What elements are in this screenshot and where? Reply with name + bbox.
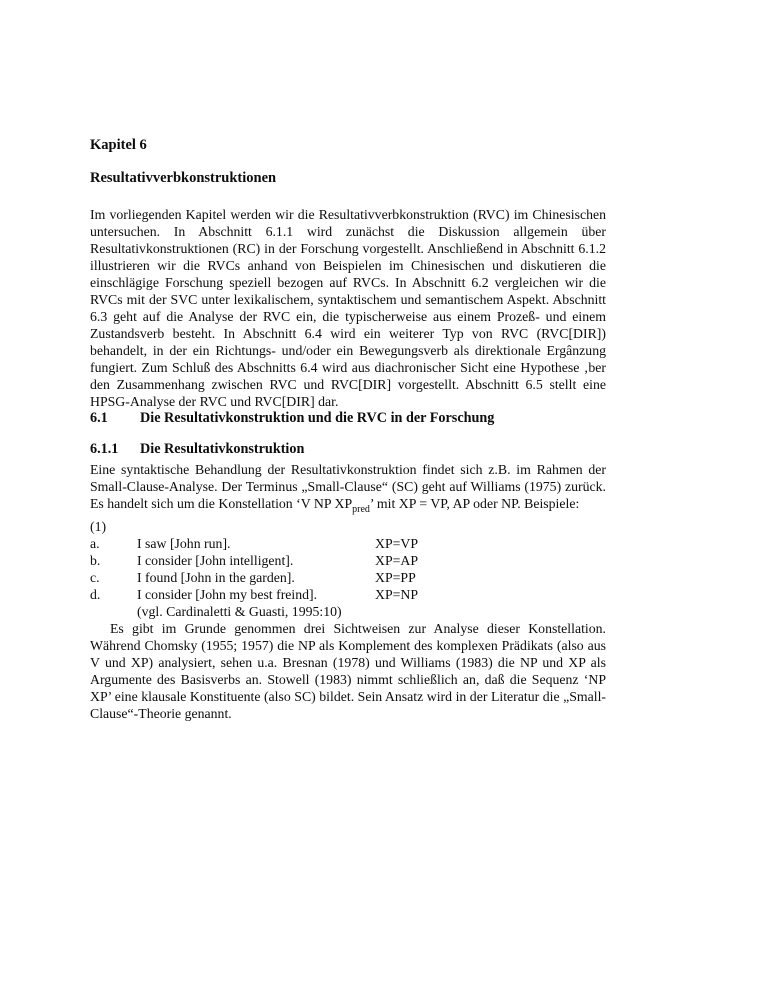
chapter-label: Kapitel 6 [90,137,147,153]
example-row-b [90,552,606,569]
example-text: I found [John in the garden]. [137,569,295,585]
example-row-c [90,569,606,586]
section-heading-6-1 [90,410,606,427]
chapter-title: Resultativverbkonstruktionen [90,170,277,186]
example-citation: (vgl. Cardinaletti & Guasti, 1995:10) [137,603,342,619]
example-xp-label: XP=PP [375,569,416,585]
page-content [90,137,606,722]
subscript-pred: pred [352,503,370,515]
section-6-1-1-title: Die Resultativkonstruktion [140,441,305,457]
analysis-paragraph: Es gibt im Grunde genommen drei Sichtweisen zur Analyse dieser Konstellation. Während Chomsky (1955; 1957) die NP als Komplement des komplexen Prädikats (also aus V und XP) analysiert, sehen u.a. Bresnan (1978) und Williams (1983) die NP und XP als Argumente des Basisverbs an. Stowell (1983) nimmt schließlich an, daß die Sequenz ‘NP XP’ eine klausale Konstituente (also SC) bildet. Sein Ansatz wird in der Literatur die „Small-Clause“-Theorie genannt. [90,620,606,721]
small-clause-text-after-subscript: ’ mit XP = VP, AP oder NP. Beispiele: [369,496,580,511]
example-letter: b. [90,552,101,568]
section-6-1-title: Die Resultativkonstruktion und die RVC in der Forschung [140,410,495,426]
small-clause-text-before-subscript: Eine syntaktische Behandlung der Resultativkonstruktion findet sich z.B. im Rahmen der Small-Clause-Analyse. Der Terminus „Small-Clause“ (SC) geht auf Williams (1975) zurück. Es handelt sich um die Konstellation ‘V NP XP [90,462,606,511]
section-heading-6-1-1 [90,441,606,458]
small-clause-paragraph [90,461,606,518]
example-xp-label: XP=AP [375,552,419,568]
example-text: I consider [John my best freind]. [137,586,318,602]
example-letter: d. [90,586,101,602]
section-6-1-number: 6.1 [90,410,108,426]
example-xp-label: XP=VP [375,535,419,551]
section-6-1-1-number: 6.1.1 [90,441,119,457]
example-letter: a. [90,535,100,551]
example-row-d [90,586,606,603]
example-group-number: (1) [90,518,107,534]
example-text: I saw [John run]. [137,535,231,551]
example-text: I consider [John intelligent]. [137,552,294,568]
example-letter: c. [90,569,100,585]
example-row-a [90,535,606,552]
example-xp-label: XP=NP [375,586,419,602]
intro-paragraph: Im vorliegenden Kapitel werden wir die Resultativverbkonstruktion (RVC) im Chinesischen untersuchen. In Abschnitt 6.1.1 wird zunächst die Diskussion allgemein über Resultativkonstruktionen (RC) in der Forschung vorgestellt. Anschließend in Abschnitt 6.1.2 illustrieren wir die RVCs anhand von Beispielen im Chinesischen und diskutieren die einschlägige Forschung speziell bezogen auf RVCs. In Abschnitt 6.2 vergleichen wir die RVCs mit der SVC unter lexikalischem, syntaktischem und semantischem Aspekt. Abschnitt 6.3 geht auf die Analyse der RVC ein, die typischerweise aus einem Prozeß- und einem Zustandsverb besteht. In Abschnitt 6.4 wird ein weiterer Typ von RVC (RVC[DIR]) behandelt, in der ein Richtungs- und/oder ein Bewegungsverb als direktionale Ergânzung fungiert. Zum Schluß des Abschnitts 6.4 wird aus diachronischer Sicht eine Hypothese ‚ber den Zusammenhang zwischen RVC und RVC[DIR] vorgestellt. Abschnitt 6.5 stellt eine HPSG-Analyse der RVC und RVC[DIR] dar. [90,207,606,409]
